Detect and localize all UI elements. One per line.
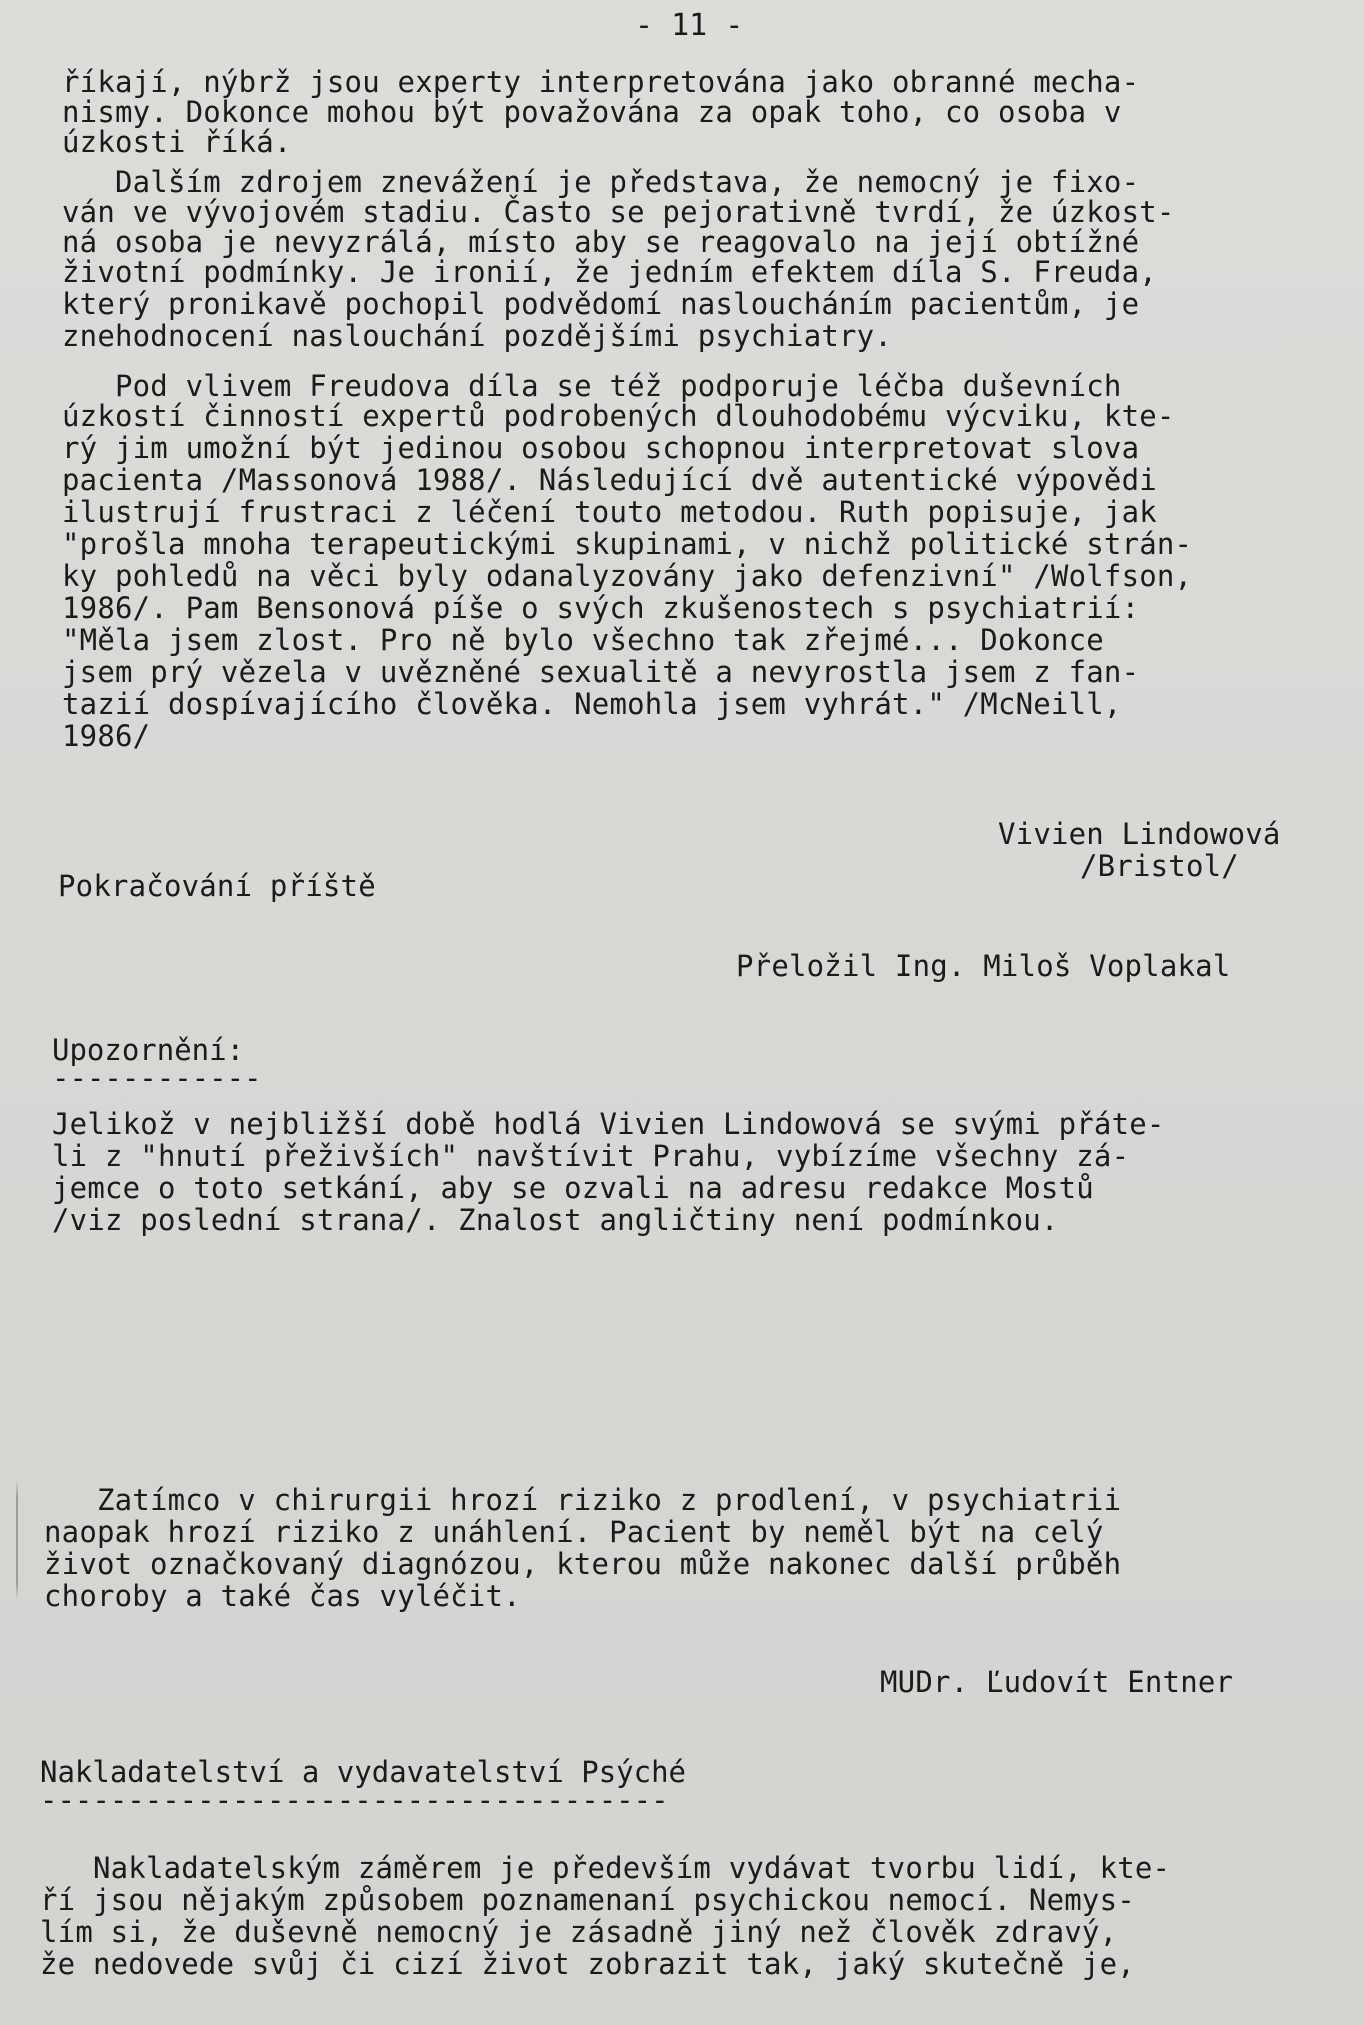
article-line: životní podmínky. Je ironií, že jedním efektem díla S. Freuda,: [62, 255, 1157, 289]
article-line: ky pohledů na věci byly odanalyzovány jako defenzivní" /Wolfson,: [62, 559, 1193, 593]
article-line: jsem prý vězela v uvězněné sexualitě a nevyrostla jsem z fan-: [62, 655, 1140, 689]
article-line: úzkosti říká.: [62, 125, 292, 159]
article-line: Pod vlivem Freudova díla se též podporuje léčba duševních: [62, 369, 1122, 403]
notice-heading: Upozornění:: [52, 1033, 245, 1067]
publisher-line: Nakladatelským záměrem je především vydávat tvorbu lidí, kte-: [40, 1851, 1171, 1885]
quote-line: choroby a také čas vyléčit.: [44, 1579, 521, 1613]
author-place: /Bristol/: [1080, 849, 1239, 883]
continuation-note: Pokračování příště: [58, 869, 376, 903]
article-line: Dalším zdrojem znevážení je představa, že nemocný je fixo-: [62, 165, 1140, 199]
publisher-line: ří jsou nějakým způsobem poznamenaní psychickou nemocí. Nemys-: [40, 1883, 1135, 1917]
quote-line: život označkovaný diagnózou, kterou může nakonec další průběh: [44, 1547, 1122, 1581]
article-line: rý jim umožní být jedinou osobou schopnou interpretovat slova: [62, 431, 1140, 465]
article-line: "prošla mnoha terapeutickými skupinami, v nichž politické strán-: [62, 527, 1193, 561]
notice-line: jemce o toto setkání, aby se ozvali na adresu redakce Mostů: [52, 1171, 1094, 1205]
publisher-underline: ------------------------------------: [40, 1783, 669, 1817]
page-number: - 11 -: [635, 8, 744, 43]
article-line: "Měla jsem zlost. Pro ně bylo všechno tak zřejmé... Dokonce: [62, 623, 1104, 657]
article-line: ná osoba je nevyzrálá, místo aby se reagovalo na její obtížné: [62, 225, 1140, 259]
article-line: ilustrují frustraci z léčení touto metodou. Ruth popisuje, jak: [62, 495, 1157, 529]
article-line: znehodnocení naslouchání pozdějšími psychiatry.: [62, 319, 892, 353]
author-name: Vivien Lindowová: [998, 817, 1281, 851]
article-line: pacienta /Massonová 1988/. Následující dvě autentické výpovědi: [62, 463, 1157, 497]
notice-line: Jelikož v nejbližší době hodlá Vivien Lindowová se svými přáte-: [52, 1107, 1165, 1141]
article-line: který pronikavě pochopil podvědomí nasloucháním pacientům, je: [62, 287, 1140, 321]
article-line: 1986/. Pam Bensonová píše o svých zkušenostech s psychiatrií:: [62, 591, 1140, 625]
notice-underline: ------------: [52, 1061, 262, 1095]
margin-mark: [16, 1480, 18, 1600]
quote-line: Zatímco v chirurgii hrozí riziko z prodlení, v psychiatrii: [44, 1483, 1122, 1517]
article-line: ván ve vývojovém stadiu. Často se pejorativně tvrdí, že úzkost-: [62, 195, 1175, 229]
notice-line: li z "hnutí přeživších" navštívit Prahu, vybízíme všechny zá-: [52, 1139, 1130, 1173]
article-line: tazií dospívajícího člověka. Nemohla jsem vyhrát." /McNeill,: [62, 687, 1122, 721]
publisher-heading: Nakladatelství a vydavatelství Psýché: [40, 1755, 687, 1789]
notice-line: /viz poslední strana/. Znalost angličtiny není podmínkou.: [52, 1203, 1059, 1237]
publisher-line: lím si, že duševně nemocný je zásadně jiný než člověk zdravý,: [40, 1915, 1118, 1949]
article-line: říkají, nýbrž jsou experty interpretována jako obranné mecha-: [62, 65, 1140, 99]
quote-line: naopak hrozí riziko z unáhlení. Pacient by neměl být na celý: [44, 1515, 1104, 1549]
quote-author: MUDr. Ľudovít Entner: [880, 1665, 1234, 1699]
article-line: úzkostí činností expertů podrobených dlouhodobému výcviku, kte-: [62, 399, 1175, 433]
translator-credit: Přeložil Ing. Miloš Voplakal: [736, 949, 1231, 983]
article-line: nismy. Dokonce mohou být považována za opak toho, co osoba v: [62, 95, 1122, 129]
article-line: 1986/: [62, 719, 151, 753]
publisher-line: že nedovede svůj či cizí život zobrazit tak, jaký skutečně je,: [40, 1947, 1135, 1981]
